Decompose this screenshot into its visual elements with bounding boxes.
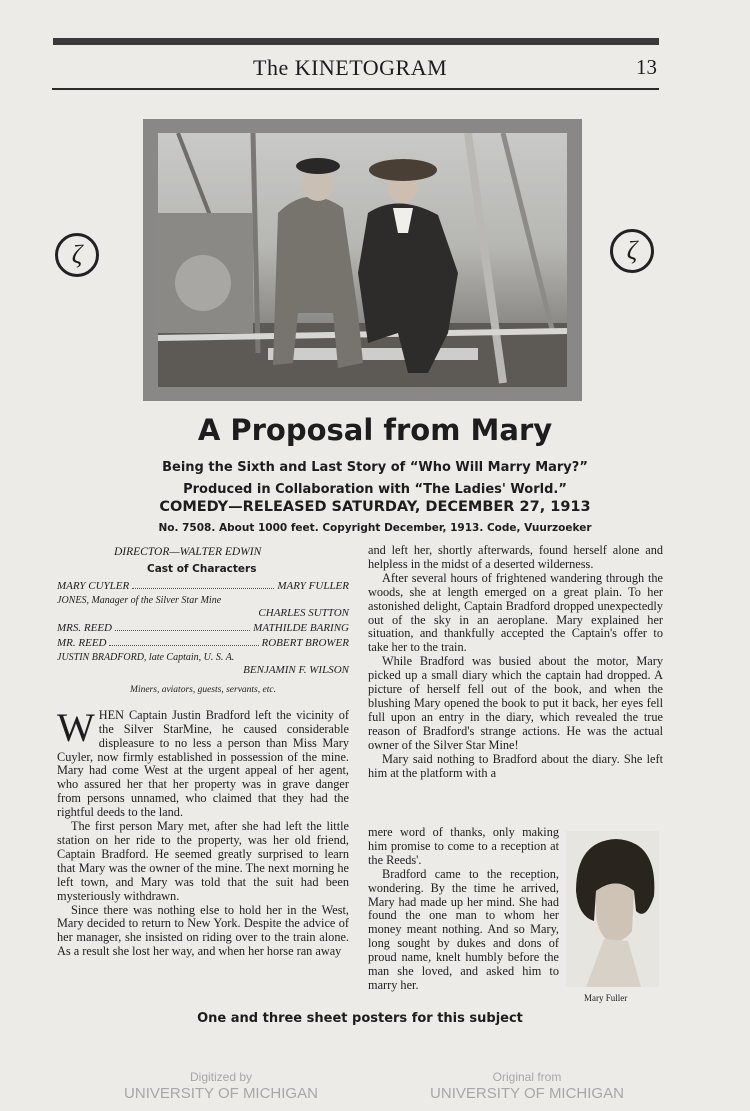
- logo-glyph: ζ: [626, 236, 638, 265]
- right-column: and left her, shortly afterwards, found herself alone and helpless in the midst of a deserted wilderness. After several hours of frightened wandering through the woods, she at length emerged on a great plain. To her astonished delight, Captain Bradford dropped unexpectedly out of the sky in an aeroplane. Mary explained her situation, and thankfully accepted the Captain's offer to take her to the train. While Bradford was busied about the motor, Mary picked up a small diary which the captain had dropped. A picture of herself fell out of the book, and when the blushing Mary opened the book to put it back, her eyes fell full upon an entry in the diary, which revealed the true reason of Bradford's strange actions. He was the actual owner of the Silver Star Mine! Mary said nothing to Bradford about the diary. She left him at the platform with a: [368, 543, 663, 780]
- left-column: [57, 546, 349, 959]
- digitized-by-label: Digitized by: [189, 1070, 253, 1084]
- extras-line: Miners, aviators, guests, servants, etc.: [130, 684, 276, 695]
- journal-title: The KINETOGRAM: [253, 55, 448, 80]
- article-subtitle: Being the Sixth and Last Story of “Who Will Marry Mary?”: [162, 460, 588, 475]
- article-title: A Proposal from Mary: [197, 413, 553, 447]
- aeroplane-scene-illustration: [158, 133, 567, 387]
- cast-row: JONES, Manager of the Silver Star Mine CHARLES SUTTON: [57, 594, 349, 619]
- logo-glyph: ζ: [71, 240, 83, 269]
- cast-heading: Cast of Characters: [147, 562, 257, 575]
- digitized-by-institution: UNIVERSITY OF MICHIGAN: [124, 1085, 318, 1102]
- portrait-caption: Mary Fuller: [584, 993, 628, 1003]
- header-top-bar: [53, 38, 659, 45]
- story-text-left: WHEN Captain Justin Bradford left the vicinity of the Silver StarMine, he caused considerable displeasure to no less a person than Miss Mary Cuyler, now firmly established in possession of the mine. Mary had come West at the urgent appeal of her agent, who assured her that her property was in grave danger from persons unnamed, who claimed that they had the rightful deeds to the land. The first person Mary met, after she had left the little station on her ride to the property, was her old friend, Captain Bradford. He seemed greatly surprised to learn that Mary was the owner of the mine. The next morning he left town, and Mary was told that the suit had been mysteriously withdrawn. Since there was nothing else to hold her in the West, Mary decided to return to New York. Despite the advice of her manager, she insisted on riding over to the train alone. As a result she lost her way, and when her horse ran away: [57, 704, 349, 959]
- release-line: COMEDY—RELEASED SATURDAY, DECEMBER 27, 1913: [159, 499, 591, 515]
- edison-logo-right: [610, 229, 654, 273]
- film-still-photo: [158, 133, 567, 387]
- header-rule: [52, 88, 659, 90]
- director-line: DIRECTOR—WALTER EDWIN: [114, 546, 262, 558]
- original-from-label: Original from: [492, 1070, 562, 1084]
- posters-note: One and three sheet posters for this subject: [197, 1011, 523, 1026]
- cast-row: MRS. REED MATHILDE BARING: [57, 621, 349, 634]
- page-number: 13: [636, 55, 657, 79]
- cast-row: MR. REED ROBERT BROWER: [57, 636, 349, 649]
- mary-fuller-portrait: [566, 831, 659, 987]
- portrait-illustration: [566, 831, 659, 987]
- edison-logo-left: [55, 233, 99, 277]
- cast-row: MARY CUYLER MARY FULLER: [57, 579, 349, 592]
- original-from-institution: UNIVERSITY OF MICHIGAN: [430, 1085, 624, 1102]
- collaboration-line: Produced in Collaboration with “The Ladies' World.”: [183, 482, 567, 497]
- drop-cap: W: [57, 704, 95, 750]
- right-column-narrow: mere word of thanks, only making him promise to come to a reception at the Reeds'. Bradford came to the reception, wondering. By the time he arrived, Mary had made up her mind. She had found the one man to whom her money meant nothing. And so Mary, long sought by dukes and dons of proud name, knelt humbly before the man she loved, and asked him to marry her.: [368, 825, 559, 992]
- film-meta-line: No. 7508. About 1000 feet. Copyright December, 1913. Code, Vuurzoeker: [158, 522, 592, 534]
- cast-list: [57, 580, 349, 696]
- cast-row: JUSTIN BRADFORD, late Captain, U. S. A. BENJAMIN F. WILSON: [57, 651, 349, 676]
